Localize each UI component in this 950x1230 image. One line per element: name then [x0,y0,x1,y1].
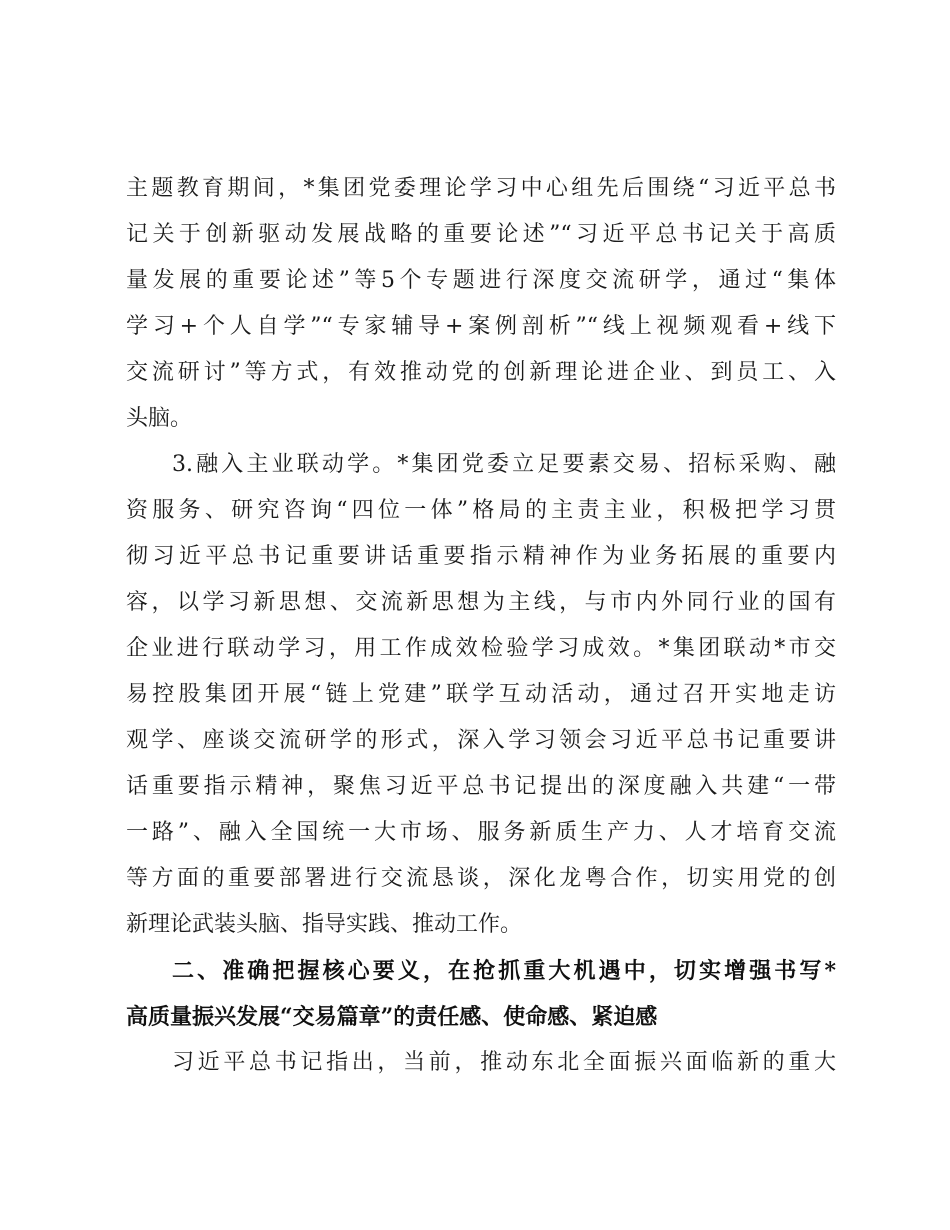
paragraph-2-line-9: 一路”、融入全国统一大市场、服务新质生产力、人才培育交流 [126,820,836,845]
paragraph-2-line-6: 易控股集团开展“链上党建”联学互动活动，通过召开实地走访 [126,682,836,707]
paragraph-2-line-2: 资服务、研究咨询“四位一体”格局的主责主业，积极把学习贯 [126,498,836,523]
paragraph-2-line-10: 等方面的重要部署进行交流恳谈，深化龙粤合作，切实用党的创 [126,866,836,891]
paragraph-2-line-4: 容，以学习新思想、交流新思想为主线，与市内外同行业的国有 [126,590,836,615]
paragraph-2-line-11: 新理论武装头脑、指导实践、推动工作。 [126,912,523,937]
section-heading-line-2: 高质量振兴发展“交易篇章”的责任感、使命感、紧迫感 [126,1004,658,1030]
paragraph-1-line-3: 量发展的重要论述”等5个专题进行深度交流研学，通过“集体 [126,268,836,293]
paragraph-1-line-4: 学习+个人自学”“专家辅导+案例剖析”“线上视频观看+线下 [126,314,836,339]
paragraph-1-line-5: 交流研讨”等方式，有效推动党的创新理论进企业、到员工、入 [126,360,836,385]
section-heading-line-1: 二、准确把握核心要义，在抢抓重大机遇中，切实增强书写* [172,958,836,984]
paragraph-2-line-8: 话重要指示精神，聚焦习近平总书记提出的深度融入共建“一带 [126,774,836,799]
paragraph-1-line-2: 记关于创新驱动发展战略的重要论述”“习近平总书记关于高质 [126,222,836,247]
paragraph-1-line-6: 头脑。 [126,406,193,431]
paragraph-2-line-3: 彻习近平总书记重要讲话重要指示精神作为业务拓展的重要内 [126,544,836,569]
paragraph-2-line-5: 企业进行联动学习，用工作成效检验学习成效。*集团联动*市交 [126,636,836,661]
paragraph-1-line-1: 主题教育期间，*集团党委理论学习中心组先后围绕“习近平总书 [126,176,836,201]
paragraph-3-line-1: 习近平总书记指出，当前，推动东北全面振兴面临新的重大 [172,1050,836,1075]
paragraph-2-line-7: 观学、座谈交流研学的形式，深入学习领会习近平总书记重要讲 [126,728,836,753]
paragraph-2-line-1: 3.融入主业联动学。*集团党委立足要素交易、招标采购、融 [172,452,836,477]
